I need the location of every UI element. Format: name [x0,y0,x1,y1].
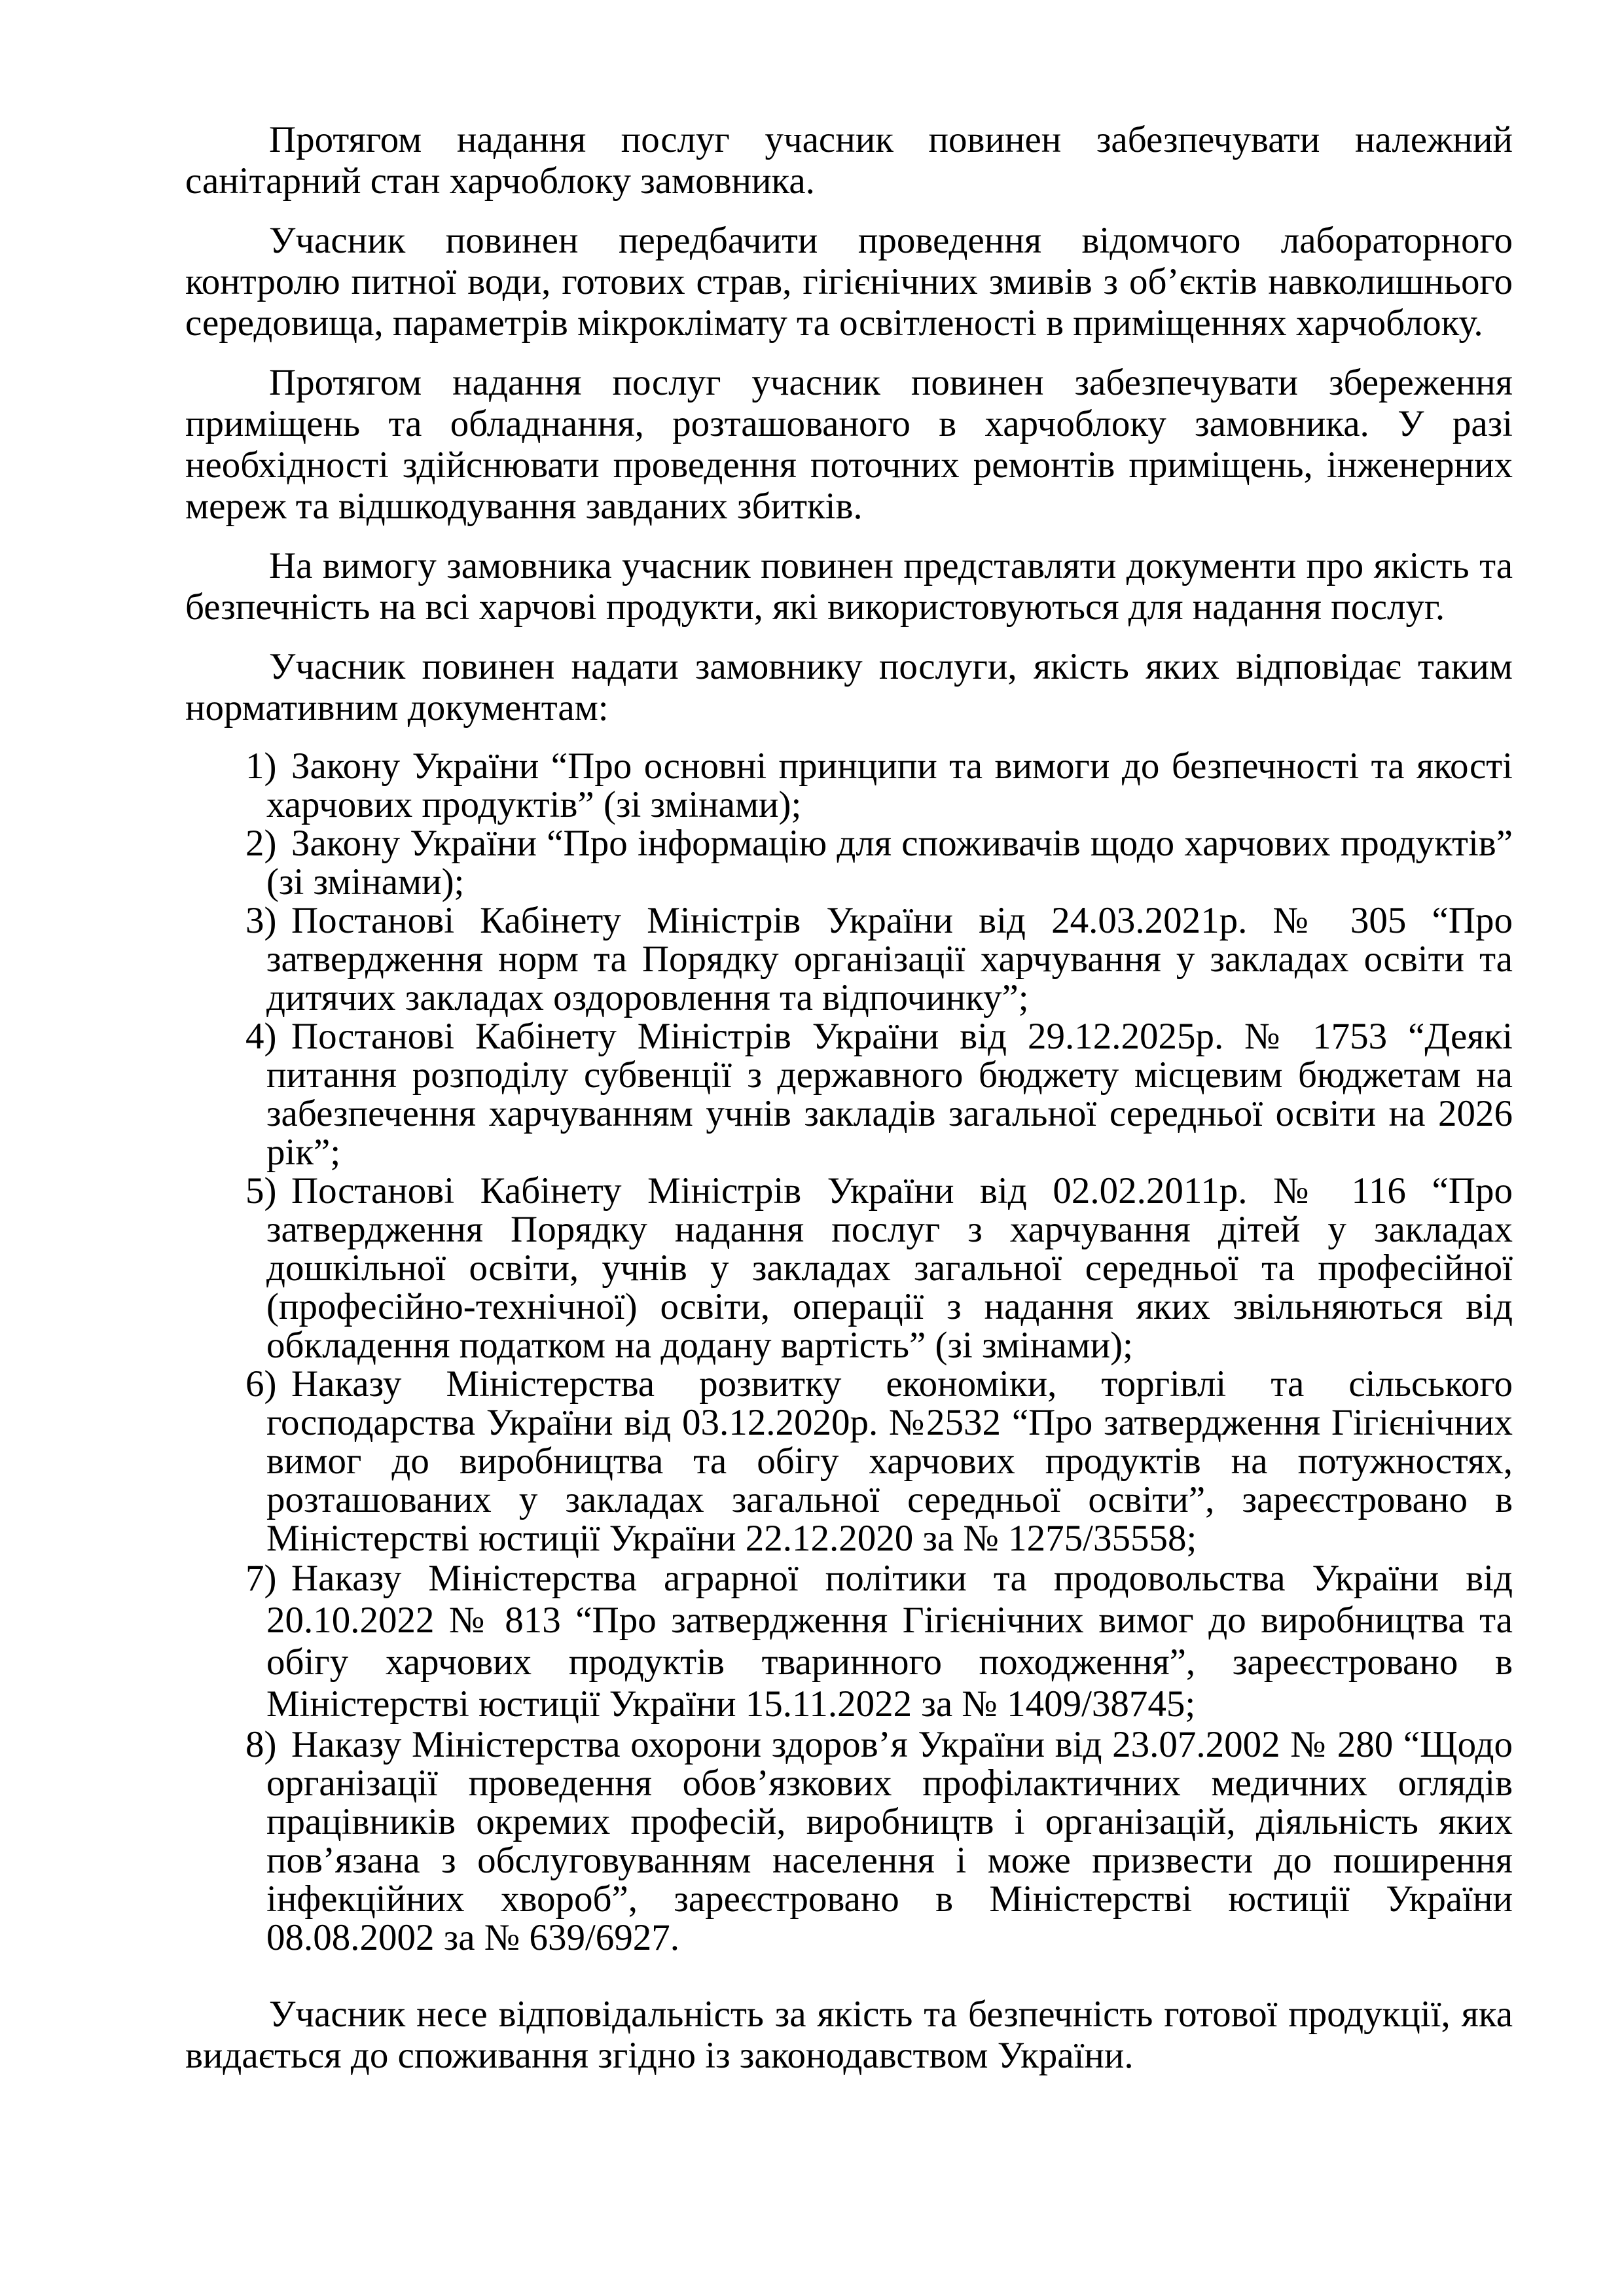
list-item-number: 5) [245,1170,277,1211]
paragraph-premises-preservation: Протягом надання послуг учасник повинен забезпечувати збереження приміщень та обладнання, розташованого в харчоблоку замовника. У разі необхідності здійснювати проведення поточних ремонтів приміщень, інженерних мереж та відшкодування завданих збитків. [185,362,1513,527]
paragraph-lab-control: Учасник повинен передбачити проведення відомчого лабораторного контролю питної води, готових страв, гігієнічних змивів з об’єктів навколишнього середовища, параметрів мікроклімату та освітленості в приміщеннях харчоблоку. [185,220,1513,344]
list-item-text: Наказу Міністерства аграрної політики та продовольства України від 20.10.2022 № 813 “Про затвердження Гігієнічних вимог до виробництва та обігу харчових продуктів тваринного походження”, зареєстровано в Міністерстві юстиції України 15.11.2022 за № 1409/38745; [266,1558,1513,1725]
list-item-order-2532 [185,1365,1513,1558]
list-item-text: Закону України “Про основні принципи та вимоги до безпечності та якості харчових продуктів” (зі змінами); [266,745,1513,825]
list-item-law-food-safety [185,747,1513,824]
list-item-number: 1) [245,745,277,787]
list-item-number: 7) [245,1558,277,1599]
list-item-number: 4) [245,1016,277,1057]
list-item-text: Наказу Міністерства охорони здоров’я України від 23.07.2002 № 280 “Щодо організації проведення обов’язкових профілактичних медичних оглядів працівників окремих професій, виробництв і організацій, діяльність яких пов’язана з обслуговуванням населення і може призвести до поширення інфекційних хвороб”, зареєстровано в Міністерстві юстиції України 08.08.2002 за № 639/6927. [266,1724,1513,1958]
list-item-text: Постанові Кабінету Міністрів України від 24.03.2021р. № 305 “Про затвердження норм та Порядку організації харчування у закладах освіти та дитячих закладах оздоровлення та відпочинку”; [266,900,1513,1018]
list-item-resolution-305 [185,901,1513,1017]
list-item-number: 3) [245,900,277,941]
list-item-number: 6) [245,1363,277,1405]
list-item-text: Постанові Кабінету Міністрів України від 02.02.2011р. № 116 “Про затвердження Порядку надання послуг з харчування дітей у закладах дошкільної освіти, учнів у закладах загальної середньої та професійної (професійно-технічної) освіти, операції з надання яких звільняються від обкладення податком на додану вартість” (зі змінами); [266,1170,1513,1366]
list-item-text: Наказу Міністерства розвитку економіки, торгівлі та сільського господарства України від 03.12.2020р. №2532 “Про затвердження Гігієнічних вимог до виробництва та обігу харчових продуктів на потужностях, розташованих у закладах загальної середньої освіти”, зареєстровано в Міністерстві юстиції України 22.12.2020 за № 1275/35558; [266,1363,1513,1559]
list-item-resolution-116 [185,1172,1513,1365]
list-item-order-280 [185,1725,1513,1957]
paragraph-quality-documents: На вимогу замовника учасник повинен представляти документи про якість та безпечність на всі харчові продукти, які використовуються для надання послуг. [185,545,1513,628]
list-item-order-813 [185,1558,1513,1725]
paragraph-list-intro: Учасник повинен надати замовнику послуги, якість яких відповідає таким нормативним документам: [185,646,1513,728]
normative-documents-list [185,747,1513,1957]
list-item-law-consumer-info [185,824,1513,901]
paragraph-closing-responsibility: Учасник несе відповідальність за якість та безпечність готової продукції, яка видається до споживання згідно із законодавством України. [185,1994,1513,2076]
paragraph-sanitary-state: Протягом надання послуг учасник повинен забезпечувати належний санітарний стан харчоблоку замовника. [185,119,1513,202]
list-item-text: Постанові Кабінету Міністрів України від 29.12.2025р. № 1753 “Деякі питання розподілу субвенції з державного бюджету місцевим бюджетам на забезпечення харчуванням учнів закладів загальної середньої освіти на 2026 рік”; [266,1016,1513,1173]
list-item-text: Закону України “Про інформацію для споживачів щодо харчових продуктів” (зі змінами); [266,823,1513,903]
list-item-number: 2) [245,823,277,864]
list-item-resolution-1753 [185,1017,1513,1172]
list-item-number: 8) [245,1724,277,1765]
